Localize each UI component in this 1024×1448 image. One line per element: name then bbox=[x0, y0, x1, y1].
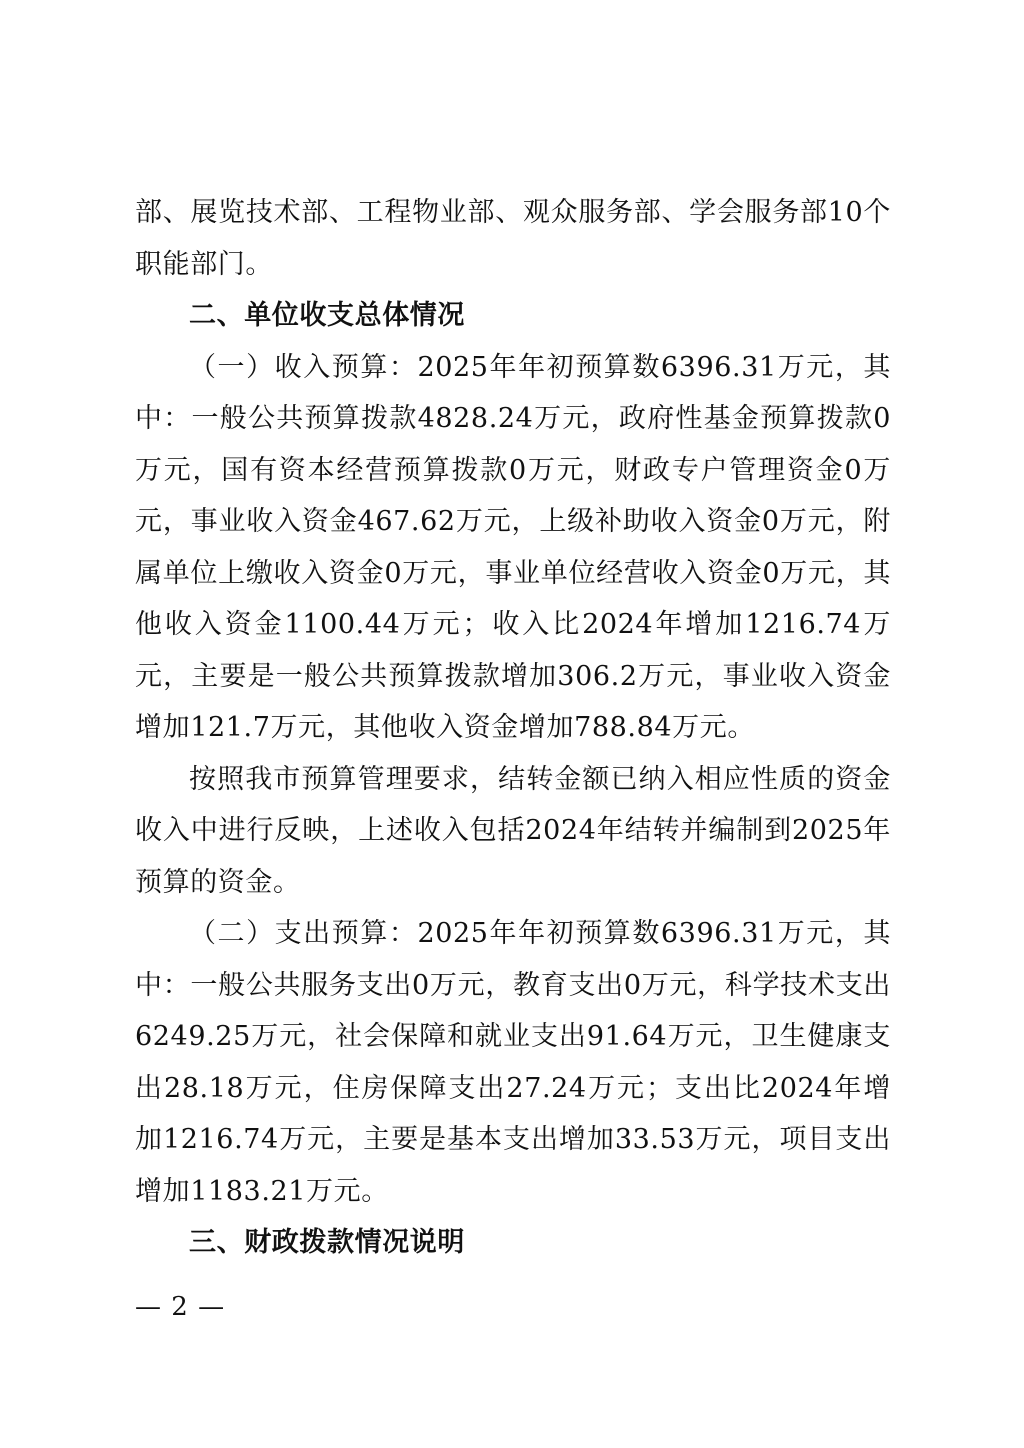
document-body bbox=[135, 187, 891, 1269]
paragraph-department-list: 部、展览技术部、工程物业部、观众服务部、学会服务部10个职能部门。 bbox=[135, 197, 891, 280]
paragraph-expenditure-budget: （二）支出预算：2025年年初预算数6396.31万元，其中：一般公共服务支出0万元，教育支出0万元，科学技术支出6249.25万元，社会保障和就业支出91.64万元，卫生健康支出28.18万元，住房保障支出27.24万元；支出比2024年增加1216.74万元，主要是基本支出增加33.53万元，项目支出增加1183.21万元。 bbox=[135, 918, 891, 1207]
section-heading-budget-overview: 二、单位收支总体情况 bbox=[189, 300, 465, 331]
page-number: — 2 — bbox=[135, 1292, 226, 1322]
paragraph-income-budget: （一）收入预算：2025年年初预算数6396.31万元，其中：一般公共预算拨款4828.24万元，政府性基金预算拨款0万元，国有资本经营预算拨款0万元，财政专户管理资金0万元，事业收入资金467.62万元，上级补助收入资金0万元，附属单位上缴收入资金0万元，事业单位经营收入资金0万元，其他收入资金1100.44万元；收入比2024年增加1216.74万元，主要是一般公共预算拨款增加306.2万元，事业收入资金增加121.7万元，其他收入资金增加788.84万元。 bbox=[135, 351, 891, 743]
section-heading-fiscal-appropriation: 三、财政拨款情况说明 bbox=[189, 1227, 465, 1258]
paragraph-carryover-note: 按照我市预算管理要求，结转金额已纳入相应性质的资金收入中进行反映，上述收入包括2024年结转并编制到2025年预算的资金。 bbox=[135, 763, 891, 898]
